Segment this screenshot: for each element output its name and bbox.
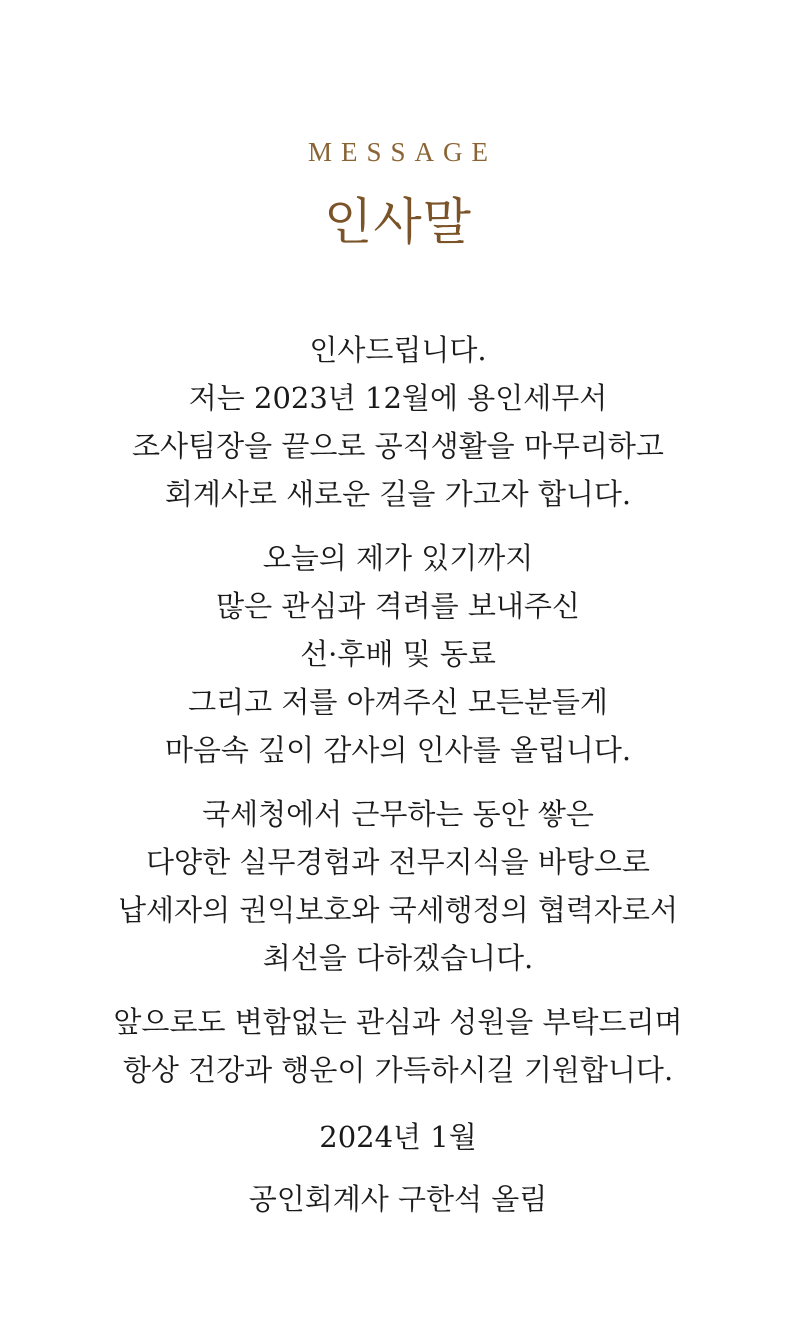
text-line: 인사드립니다. <box>309 333 487 367</box>
text-line: 납세자의 권익보호와 국세행정의 협력자로서 <box>118 893 678 927</box>
paragraph-thanks <box>0 534 796 774</box>
page-title: 인사말 <box>324 193 472 251</box>
text-line: 오늘의 제가 있기까지 <box>262 541 534 575</box>
text-line: 그리고 저를 아껴주신 모든분들게 <box>188 685 608 719</box>
closing-signature: 공인회계사 구한석 올림 <box>248 1182 548 1216</box>
text-line: 선·후배 및 동료 <box>300 637 496 671</box>
text-line: 마음속 깊이 감사의 인사를 올립니다. <box>164 733 632 767</box>
section-eyebrow: MESSAGE <box>307 137 498 167</box>
text-line: 많은 관심과 격려를 보내주신 <box>216 589 580 623</box>
closing-date: 2024년 1월 <box>319 1120 477 1154</box>
paragraph-greeting <box>0 326 796 518</box>
text-line: 저는 2023년 12월에 용인세무서 <box>188 381 608 415</box>
text-line: 최선을 다하겠습니다. <box>262 941 534 975</box>
paragraph-commitment <box>0 790 796 982</box>
text-line: 앞으로도 변함없는 관심과 성원을 부탁드리며 <box>113 1005 683 1039</box>
text-line: 국세청에서 근무하는 동안 쌓은 <box>202 797 594 831</box>
text-line: 다양한 실무경험과 전무지식을 바탕으로 <box>146 845 650 879</box>
text-line: 조사팀장을 끝으로 공직생활을 마무리하고 <box>132 429 664 463</box>
message-body <box>0 326 796 1110</box>
text-line: 항상 건강과 행운이 가득하시길 기원합니다. <box>122 1053 674 1087</box>
text-line: 회계사로 새로운 길을 가고자 합니다. <box>164 477 632 511</box>
paragraph-wishes <box>0 998 796 1094</box>
